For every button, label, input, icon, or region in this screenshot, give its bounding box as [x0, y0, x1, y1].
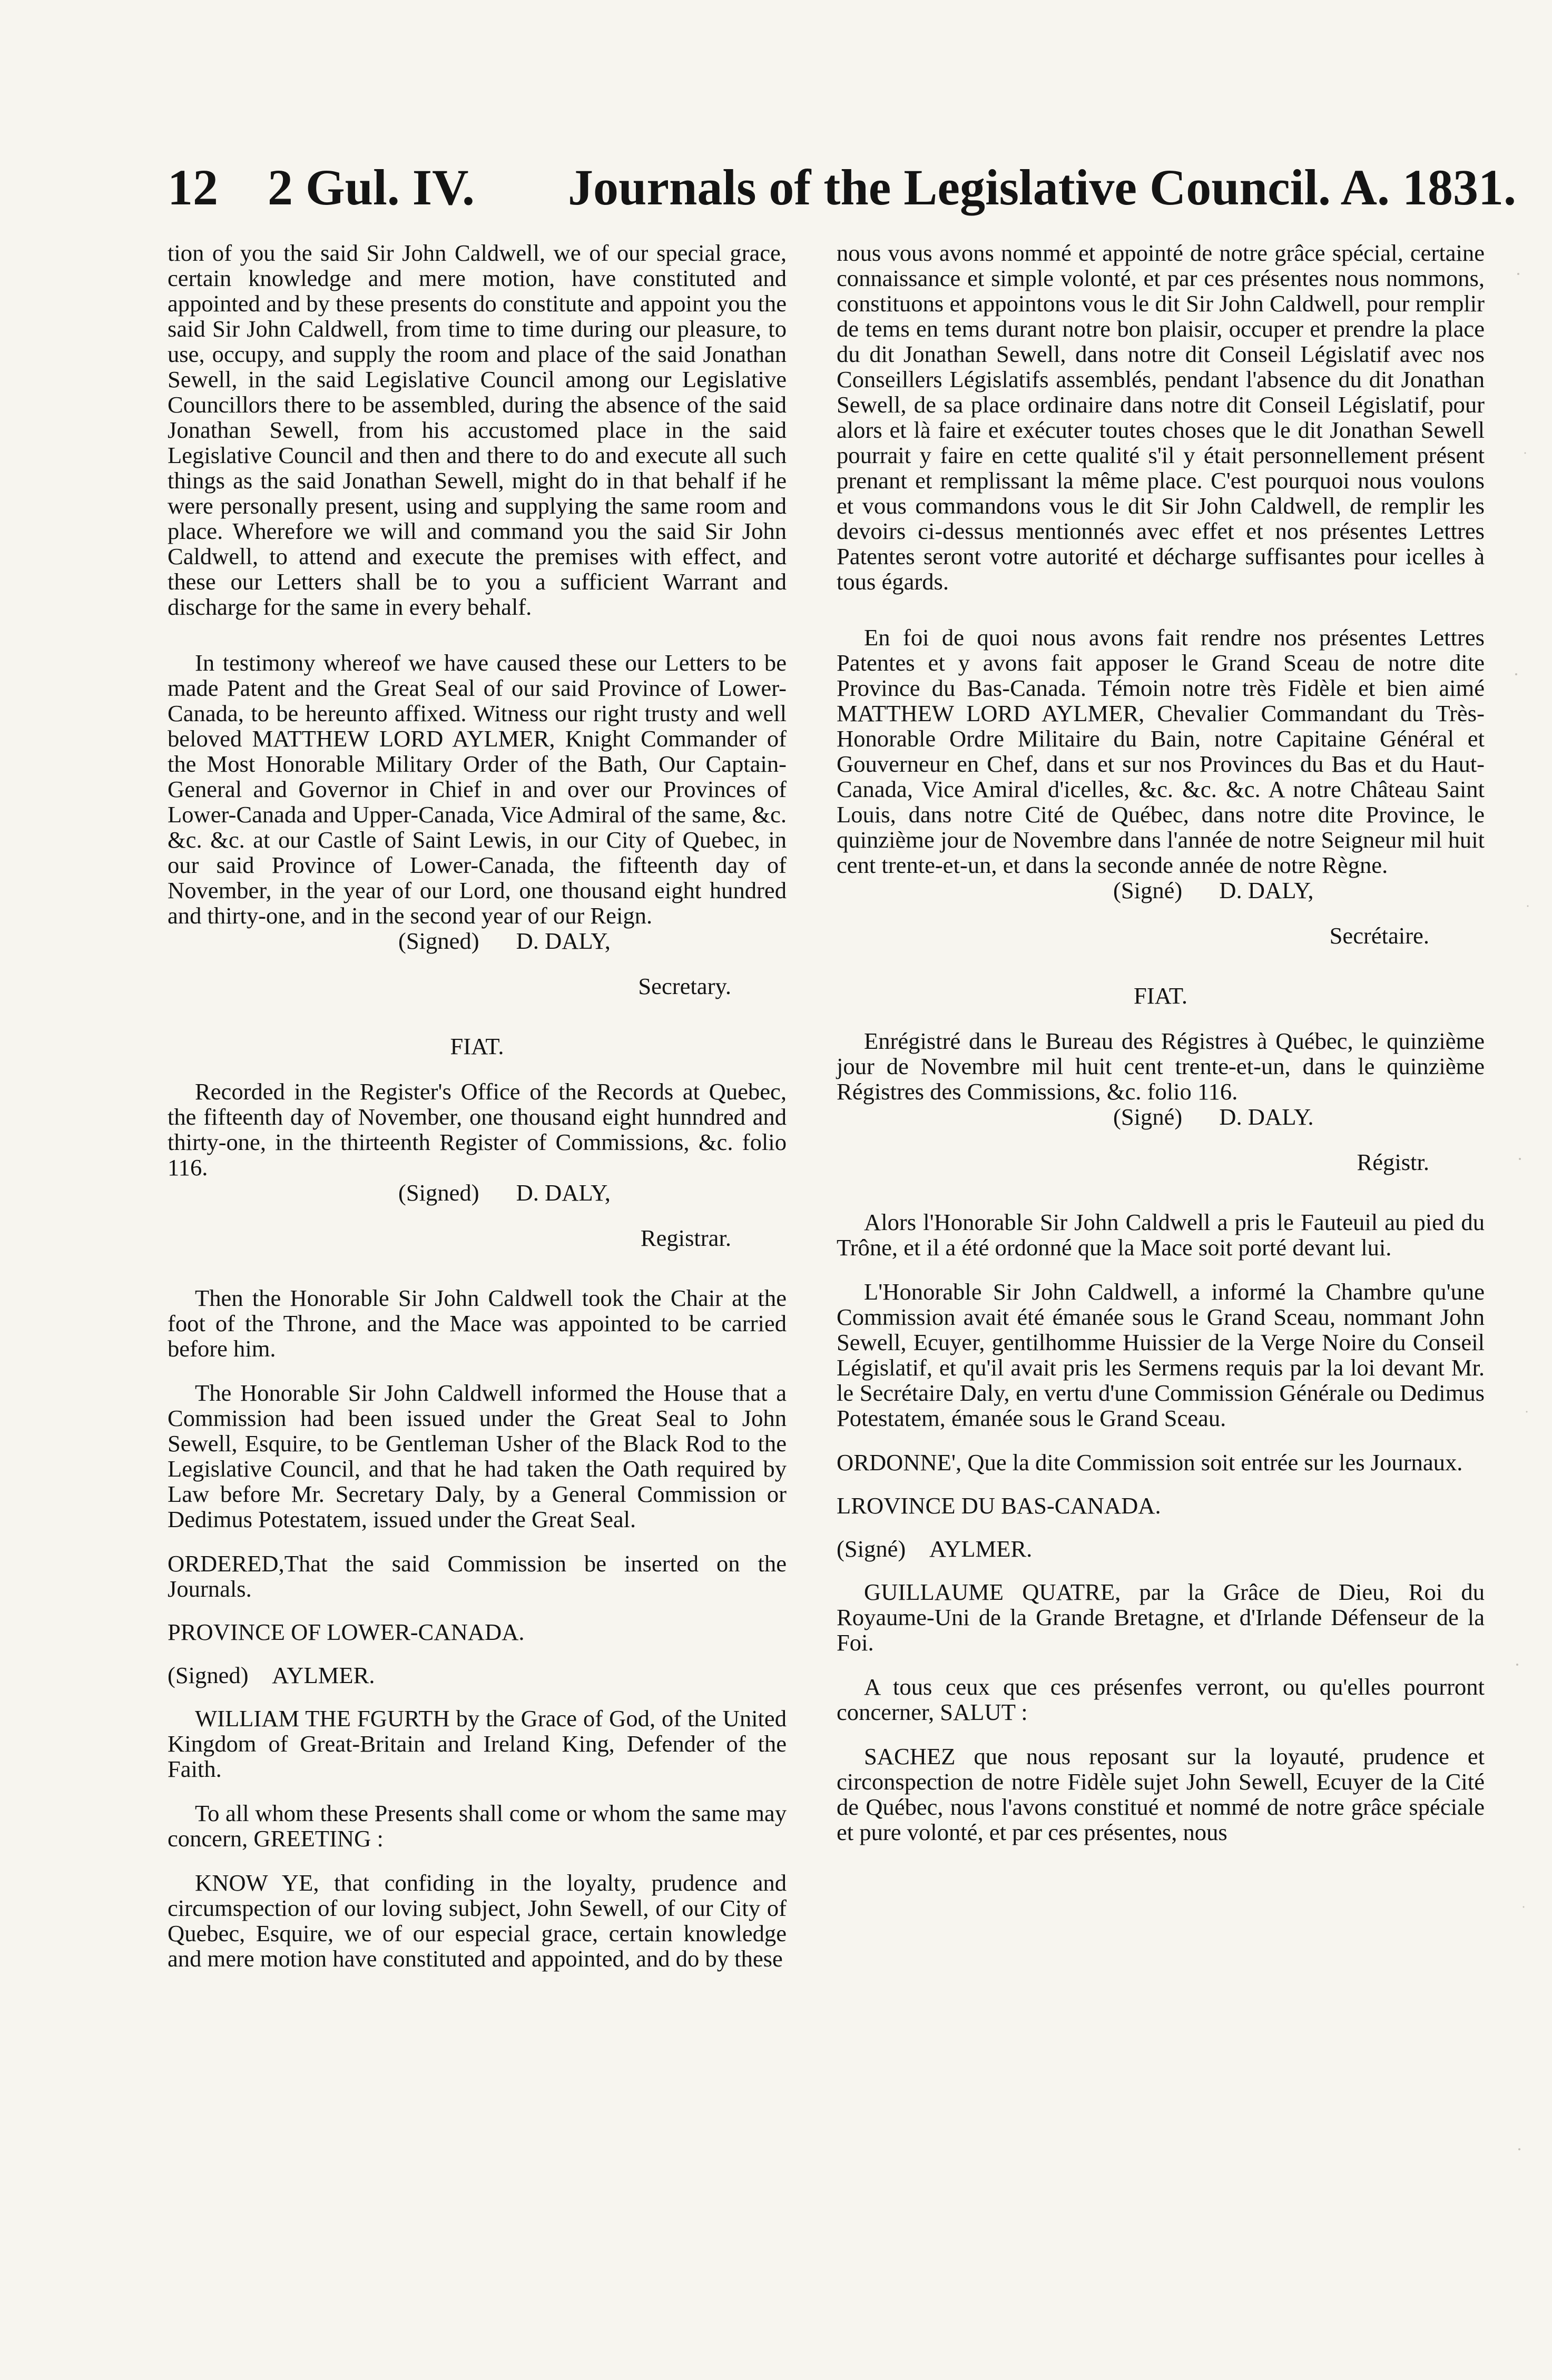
signer-name: D. DALY.: [1219, 1104, 1314, 1130]
ordered-line: [168, 1551, 787, 1601]
ordered-text: That the said Commission be inserted on the Journals.: [168, 1550, 787, 1602]
province-heading: PROVINCE OF LOWER-CANADA.: [168, 1619, 525, 1645]
signature-line: [837, 878, 1485, 903]
usher-paragraph: L'Honorable Sir John Caldwell, a informé la Chambre qu'une Commission avait été émanée sous le Grand Sceau, nommant John Sewell, Ecuyer, gentilhomme Huissier de la Verge Noire du Conseil Législatif, et qu'il avait pris les Sermens requis par la loi devant Mr. le Secrétaire Daly, en vertu d'une Commission Générale ou Dedimus Potestatem, émanée sous le Grand Sceau.: [837, 1278, 1485, 1431]
recorded-paragraph: Recorded in the Register's Office of the Records at Quebec, the fifteenth day of November, one thousand eight hunndred and thirty-one, in the thirteenth Register of Commissions, &c. folio 116.: [168, 1078, 787, 1181]
page-header: [168, 151, 1516, 224]
signed-label: (Signed): [398, 1179, 479, 1206]
signed-label: (Signed): [398, 928, 479, 954]
signer-office: Secretary.: [638, 973, 731, 999]
signer-name: AYLMER.: [929, 1536, 1033, 1562]
fiat-heading: FIAT.: [450, 1033, 504, 1059]
signer-office: Registrar.: [640, 1225, 731, 1251]
chair-paragraph: Alors l'Honorable Sir John Caldwell a pris le Fauteuil au pied du Trône, et il a été ordonné que la Mace soit porté devant lui.: [837, 1209, 1485, 1261]
signer-office: Secrétaire.: [1329, 922, 1429, 949]
fiat-heading: FIAT.: [1134, 982, 1187, 1009]
signed-label: (Signé): [1113, 1104, 1183, 1130]
page-edge-speckle: [1512, 158, 1533, 2318]
signer-name: D. DALY,: [1219, 877, 1314, 903]
signature-line: [168, 928, 787, 953]
ordered-label: ORDONNE',: [837, 1449, 962, 1476]
signature-line: [837, 1104, 1485, 1129]
chair-paragraph: Then the Honorable Sir John Caldwell took the Chair at the foot of the Throne, and the Mace was appointed to be carried before him.: [168, 1285, 787, 1362]
journal-title: Journals of the Legislative Council.: [568, 159, 1331, 215]
testimony-paragraph: In testimony whereof we have caused these our Letters to be made Patent and the Great Seal of our said Province of Lower-Canada, to be hereunto affixed. Witness our right trusty and well beloved MATTHEW LORD AYLMER, Knight Commander of the Most Honorable Military Order of the Bath, Our Captain-General and Governor in Chief in and over our Provinces of Lower-Canada and Upper-Canada, Vice Admiral of the same, &c. &c. &c. at our Castle of Saint Lewis, in our City of Quebec, in our said Province of Lower-Canada, the fifteenth day of November, in the year of our Lord, one thousand eight hundred and thirty-one, and in the second year of our Reign.: [168, 650, 787, 929]
ordered-label: ORDERED,: [168, 1550, 284, 1577]
signed-label: (Signé): [1113, 877, 1183, 903]
know-ye-paragraph: SACHEZ que nous reposant sur la loyauté, prudence et circonspection de notre Fidèle sujet John Sewell, Ecuyer de la Cité de Québec, nous l'avons constitué et nommé de notre grâce spéciale et pure volonté, et par ces présentes, nous: [837, 1743, 1485, 1845]
king-paragraph: WILLIAM THE FGURTH by the Grace of God, of the United Kingdom of Great-Britain and Ireland King, Defender of the Faith.: [168, 1705, 787, 1782]
usher-paragraph: The Honorable Sir John Caldwell informed the House that a Commission had been issued under the Great Seal to John Sewell, Esquire, to be Gentleman Usher of the Black Rod to the Legislative Council, and that he had taken the Oath required by Law before Mr. Secretary Daly, by a General Commission or Dedimus Potestatem, issued under the Great Seal.: [168, 1380, 787, 1532]
ordered-text: Que la dite Commission soit entrée sur les Journaux.: [967, 1449, 1463, 1476]
greeting-paragraph: To all whom these Presents shall come or whom the same may concern, GREETING :: [168, 1800, 787, 1852]
aylmer-signature: [837, 1536, 1485, 1561]
calendar-year: A. 1831.: [1340, 159, 1516, 215]
king-paragraph: GUILLAUME QUATRE, par la Grâce de Dieu, Roi du Royaume-Uni de la Grande Bretagne, et d'Irlande Défenseur de la Foi.: [837, 1579, 1485, 1656]
french-column: [837, 240, 1485, 1845]
signature-line: [168, 1180, 787, 1205]
signer-name: AYLMER.: [272, 1662, 375, 1688]
signer-name: D. DALY,: [516, 1179, 611, 1206]
signed-label: (Signé): [837, 1536, 906, 1562]
commission-continuation: tion of you the said Sir John Caldwell, we of our special grace, certain knowledge and mere motion, have constituted and appointed and by these presents do constitute and appoint you the said Sir John Caldwell, from time to time during our pleasure, to use, occupy, and supply the room and place of the said Jonathan Sewell, in the said Legislative Council among our Legislative Councillors there to be assembled, during the absence of the said Jonathan Sewell, from his accustomed place in the said Legislative Council and then and there to do and execute all such things as the said Jonathan Sewell, might do in that behalf if he were personally present, using and supplying the same room and place. Wherefore we will and command you the said Sir John Caldwell, to attend and execute the premises with effect, and these our Letters shall be to you a sufficient Warrant and discharge for the same in every behalf.: [168, 240, 787, 620]
signer-office: Régistr.: [1357, 1149, 1429, 1175]
recorded-paragraph: Enrégistré dans le Bureau des Régistres à Québec, le quinzième jour de Novembre mil huit cent trente-et-un, dans le quinzième Régistres des Commissions, &c. folio 116.: [837, 1028, 1485, 1105]
greeting-paragraph: A tous ceux que ces présenfes verront, ou qu'elles pourront concerner, SALUT :: [837, 1674, 1485, 1725]
page-number: 12: [168, 159, 218, 215]
aylmer-signature: [168, 1663, 787, 1688]
regnal-year: 2 Gul. IV.: [268, 159, 475, 215]
testimony-paragraph: En foi de quoi nous avons fait rendre nos présentes Lettres Patentes et y avons fait apposer le Grand Sceau de notre dite Province du Bas-Canada. Témoin notre très Fidèle et bien aimé MATTHEW LORD AYLMER, Chevalier Commandant du Très-Honorable Ordre Militaire du Bain, notre Capitaine Général et Gouverneur en Chef, dans et sur nos Provinces du Bas et du Haut-Canada, Vice Amiral d'icelles, &c. &c. &c. A notre Château Saint Louis, dans notre Cité de Québec, dans notre dite Province, le quinzième jour de Novembre dans l'année de notre Seigneur mil huit cent trente-et-un, et dans la seconde année de notre Règne.: [837, 624, 1485, 878]
know-ye-paragraph: KNOW YE, that confiding in the loyalty, prudence and circumspection of our loving subject, John Sewell, of our City of Quebec, Esquire, we of our especial grace, certain knowledge and mere motion have constituted and appointed, and do by these: [168, 1870, 787, 1972]
english-column: [168, 240, 787, 1971]
signed-label: (Signed): [168, 1662, 249, 1688]
province-heading: LROVINCE DU BAS-CANADA.: [837, 1492, 1161, 1519]
commission-continuation: nous vous avons nommé et appointé de notre grâce spécial, certaine connaissance et simple volonté, et par ces présentes nous nommons, constituons et appointons vous le dit Sir John Caldwell, pour remplir de tems en tems durant notre bon plaisir, occuper et prendre la place du dit Jonathan Sewell, dans notre dit Conseil Législatif avec nos Conseillers Législatifs assemblés, pendant l'absence du dit Jonathan Sewell, de sa place ordinaire dans notre dit Conseil Législatif, pour alors et là faire et exécuter toutes choses que le dit Jonathan Sewell pourrait y faire en cette qualité s'il y était personnellement présent prenant et remplissant la même place. C'est pourquoi nous voulons et vous commandons vous le dit Sir John Caldwell, de remplir les devoirs ci-dessus mentionnés avec effet et nos présentes Lettres Patentes seront votre autorité et décharge suffisantes pour icelles à tous égards.: [837, 240, 1485, 595]
ordered-line: [837, 1450, 1485, 1475]
signer-name: D. DALY,: [516, 928, 611, 954]
